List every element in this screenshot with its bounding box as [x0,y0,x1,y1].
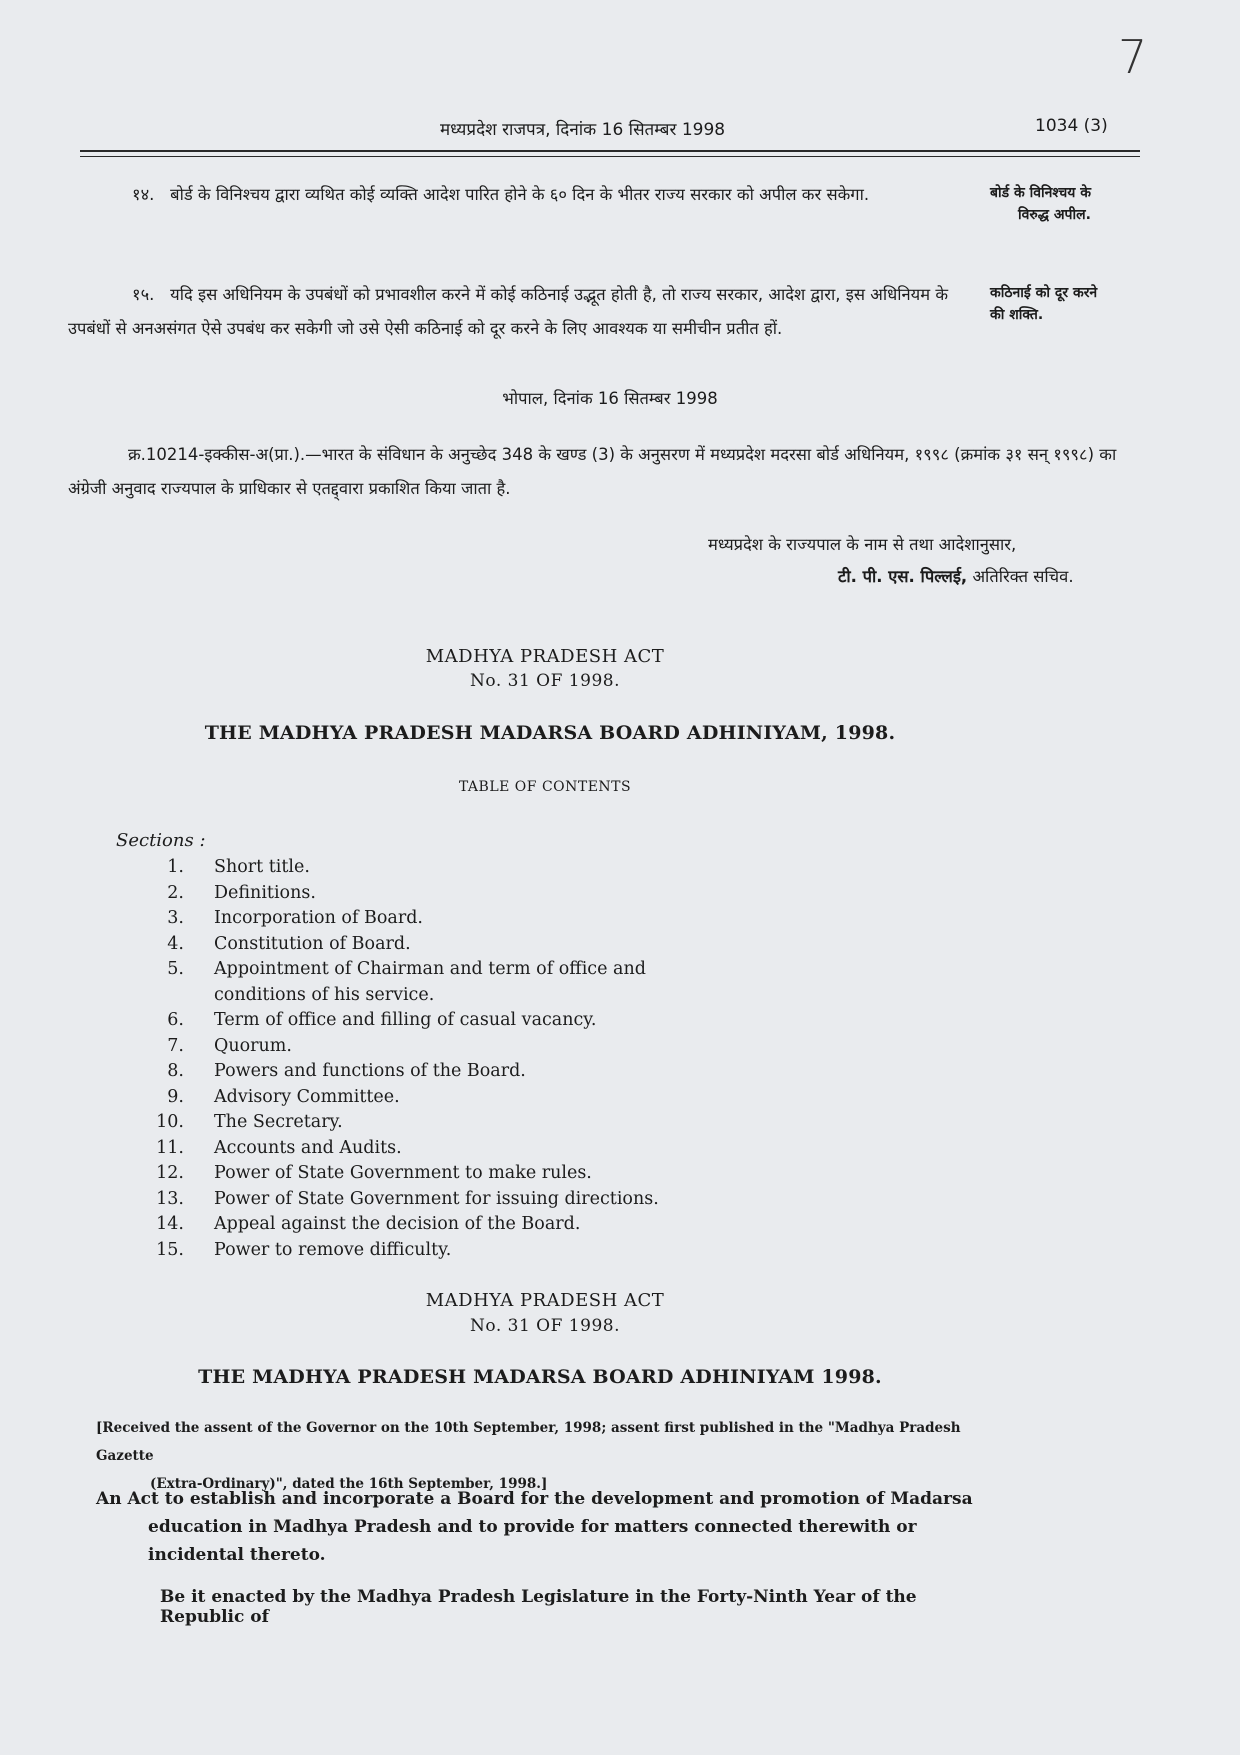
toc-row: 7. Quorum. [167,1035,292,1056]
toc-row: 13. Power of State Government for issuing directions. [156,1188,659,1209]
act-heading-2-line1: MADHYA PRADESH ACT [425,1290,665,1311]
toc-row: 9. Advisory Committee. [167,1086,400,1107]
section-14-text: बोर्ड के विनिश्चय द्वारा व्यथित कोई व्यक्ति आदेश पारित होने के ६० दिन के भीतर राज्य सरकार को अपील कर सकेगा. [170,185,870,204]
act-heading-line2: No. 31 OF 1998. [470,671,620,691]
toc-row: 5. Appointment of Chairman and term of office and [167,959,646,979]
assent-note: [Received the assent of the Governor on the 10th September, 1998; assent first published in the "Madhya Pradesh Gazette (Extra-Ordinary)", dated the 16th September, 1998.] [96,1420,961,1492]
section-14-margin-note: बोर्ड के विनिश्चय के विरुद्ध अपील. [990,185,1092,223]
toc-row: 3. Incorporation of Board. [167,908,423,928]
toc-row: 15. Power to remove difficulty. [156,1239,452,1260]
gazette-page-number: 1034 (3) [1035,116,1108,136]
handwritten-page-number: 7 [1118,30,1148,84]
notification-text: क्र.10214-इक्कीस-अ(प्रा.).—भारत के संविधान के अनुच्छेद 348 के खण्ड (3) के अनुसरण में मध्यप्रदेश मदरसा बोर्ड अधिनियम, १९९८ (क्रमांक ३१ सन् १९९८) का अंग्रेजी अनुवाद राज्यपाल के प्राधिकार से एतद्द्वारा प्रकाशित किया जाता है. [68,445,1117,498]
header-rule-bottom [80,156,1140,157]
act-heading-line1: MADHYA PRADESH ACT [425,646,665,667]
long-title: An Act to establish and incorporate a Board for the development and promotion of Madarsa education in Madhya Pradesh and to provide for matters connected therewith or incidental thereto. [96,1489,973,1565]
table-of-contents [140,855,840,1263]
toc-row: 8. Powers and functions of the Board. [167,1061,526,1081]
section-14-number: १४. [132,185,155,204]
section-15-margin-note: कठिनाई को दूर करने की शक्ति. [990,285,1098,323]
notification-signatory [838,560,1158,594]
act-heading-2-line2: No. 31 OF 1998. [470,1316,620,1336]
toc-row: 11. Accounts and Audits. [156,1137,402,1158]
sections-label: Sections : [116,830,206,851]
act-title-2: THE MADHYA PRADESH MADARSA BOARD ADHINIYAM 1998. [198,1366,882,1388]
table-of-contents-heading: TABLE OF CONTENTS [458,779,632,795]
section-15-text: यदि इस अधिनियम के उपबंधों को प्रभावशील करने में कोई कठिनाई उद्भूत होती है, तो राज्य सरकार, आदेश द्वारा, इस अधिनियम के उपबंधों से अनअसंगत ऐसे उपबंध कर सकेगी जो उसे ऐसी कठिनाई को दूर करने के लिए आवश्यक या समीचीन प्रतीत हों. [68,285,949,338]
section-15-number: १५. [132,285,155,304]
toc-row: conditions of his service. [214,984,435,1005]
section-15-paragraph [68,278,978,346]
toc-row: 12. Power of State Government to make rules. [156,1163,592,1183]
toc-row: 14. Appeal against the decision of the Board. [156,1214,581,1234]
toc-row: 2. Definitions. [167,882,316,903]
enacting-clause: Be it enacted by the Madhya Pradesh Legislature in the Forty-Ninth Year of the Republic of [160,1587,917,1627]
act-title: THE MADHYA PRADESH MADARSA BOARD ADHINIYAM, 1998. [204,722,896,744]
section-14-paragraph [68,178,978,212]
signatory-name: टी. पी. एस. पिल्लई, [838,567,968,586]
signatory-title: अतिरिक्त सचिव. [972,567,1074,586]
notification-signoff: मध्यप्रदेश के राज्यपाल के नाम से तथा आदेशानुसार, [708,535,1017,554]
toc-row: 10. The Secretary. [156,1112,343,1132]
gazette-header-title: मध्यप्रदेश राजपत्र, दिनांक 16 सितम्बर 1998 [440,120,726,140]
toc-row: 4. Constitution of Board. [167,933,411,954]
toc-row: 1. Short title. [167,857,310,877]
toc-row: 6. Term of office and filling of casual vacancy. [167,1010,597,1030]
header-rule-top [80,150,1140,152]
notification-place-date: भोपाल, दिनांक 16 सितम्बर 1998 [502,389,718,408]
